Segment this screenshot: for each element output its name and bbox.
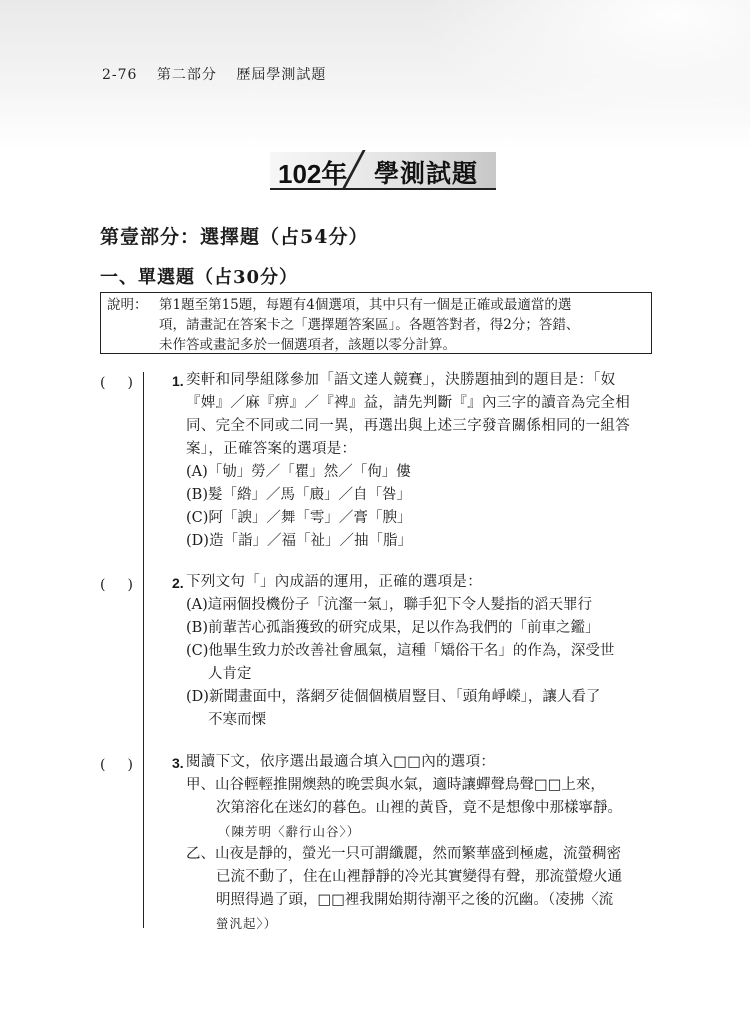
book-section-label: 歷屆學測試題 [236, 67, 327, 83]
q3-passage-line: 明照得過了頭，□□裡我開始期待潮平之後的沉幽。（凌拂〈流 [216, 892, 614, 908]
q2-option-d-continued: 不寒而慄 [208, 712, 266, 728]
q3-passage-citation: 螢汎起〉） [216, 916, 278, 931]
q3-passage-line: 次第溶化在迷幻的暮色。山裡的黃昏，竟不是想像中那樣寧靜。 [216, 800, 622, 816]
q3-passage-line: 已流不動了，住在山裡靜靜的冷光其實變得有聲，那流螢燈火通 [216, 869, 622, 885]
q2-option-d: (D)新聞畫面中，落網歹徒個個橫眉豎目、「頭角崢嶸」，讓人看了 [186, 689, 601, 705]
question-1-stem [186, 369, 630, 461]
part-heading: 第壹部分：選擇題（占54分） [100, 226, 369, 248]
q2-option-c-continued: 人肯定 [208, 666, 252, 682]
title-year: 102年 [278, 159, 348, 189]
q3-passage-citation: （陳芳明〈辭行山谷〉） [218, 824, 361, 839]
page-number: 2-76 [102, 67, 138, 83]
question-3-stem: 閱讀下文，依序選出最適合填入□□內的選項： [186, 754, 496, 770]
question-2-stem: 下列文句「」內成語的運用，正確的選項是： [186, 574, 482, 590]
q1-option-a: (A)「劬」勞／「瞿」然／「佝」僂 [186, 464, 411, 480]
running-head [102, 64, 340, 84]
answer-blank-q1[interactable]: ( ) [100, 375, 137, 391]
answer-blank-q3[interactable]: ( ) [100, 757, 137, 773]
question-number-3: 3. [172, 755, 184, 771]
instructions-box [100, 292, 652, 354]
q1-option-b: (B)髮「綹」／馬「廄」／自「咎」 [186, 487, 411, 503]
instructions-line: 項，請畫記在答案卡之「選擇題答案區」。各題答對者，得2分；答錯、 [159, 317, 580, 333]
q1-option-c: (C)阿「諛」／舞「雩」／膏「腴」 [186, 510, 412, 526]
q2-option-a: (A)這兩個投機份子「沆瀣一氣」，聯手犯下令人髮指的滔天罪行 [186, 597, 593, 613]
q1-option-d: (D)造「詣」／福「祉」／抽「脂」 [186, 533, 412, 549]
section-heading: 一、單選題（占30分） [100, 267, 299, 288]
question-number-2: 2. [172, 575, 184, 591]
part-label: 第二部分 [156, 67, 217, 83]
q3-passage-line: 乙、山夜是靜的，螢光一只可謂纖麗，然而繁華盛到極處，流螢稠密 [186, 846, 621, 862]
q3-passage-line: 甲、山谷輕輕推開燠熱的晚雲與水氣，適時讓蟬聲鳥聲□□上來， [186, 777, 605, 793]
title-name: 學測試題 [374, 160, 479, 188]
instructions-label: 說明： [107, 297, 148, 313]
instructions-line: 第1題至第15題，每題有4個選項，其中只有一個是正確或最適當的選 [159, 297, 572, 313]
answer-blank-q2[interactable]: ( ) [100, 577, 137, 593]
question-number-1: 1. [172, 373, 184, 389]
q2-option-c: (C)他畢生致力於改善社會風氣，這種「矯俗干名」的作為，深受世 [186, 643, 615, 659]
stem-line: 同、完全不同或二同一異，再選出與上述三字發音關係相同的一組答 [186, 418, 630, 434]
question-margin-rule [143, 372, 144, 928]
q2-option-b: (B)前輩苦心孤詣獲致的研究成果，足以作為我們的「前車之鑑」 [186, 620, 600, 636]
stem-line: 『婢』／麻『痹』／『裨』益，請先判斷『』內三字的讀音為完全相 [186, 395, 630, 411]
instructions-line: 未作答或畫記多於一個選項者，該題以零分計算。 [159, 337, 456, 353]
stem-line: 案」，正確答案的選項是： [186, 441, 357, 457]
instructions-text [159, 295, 649, 355]
stem-line: 奕軒和同學組隊參加「語文達人競賽」，決勝題抽到的題目是：「奴 [186, 372, 616, 388]
